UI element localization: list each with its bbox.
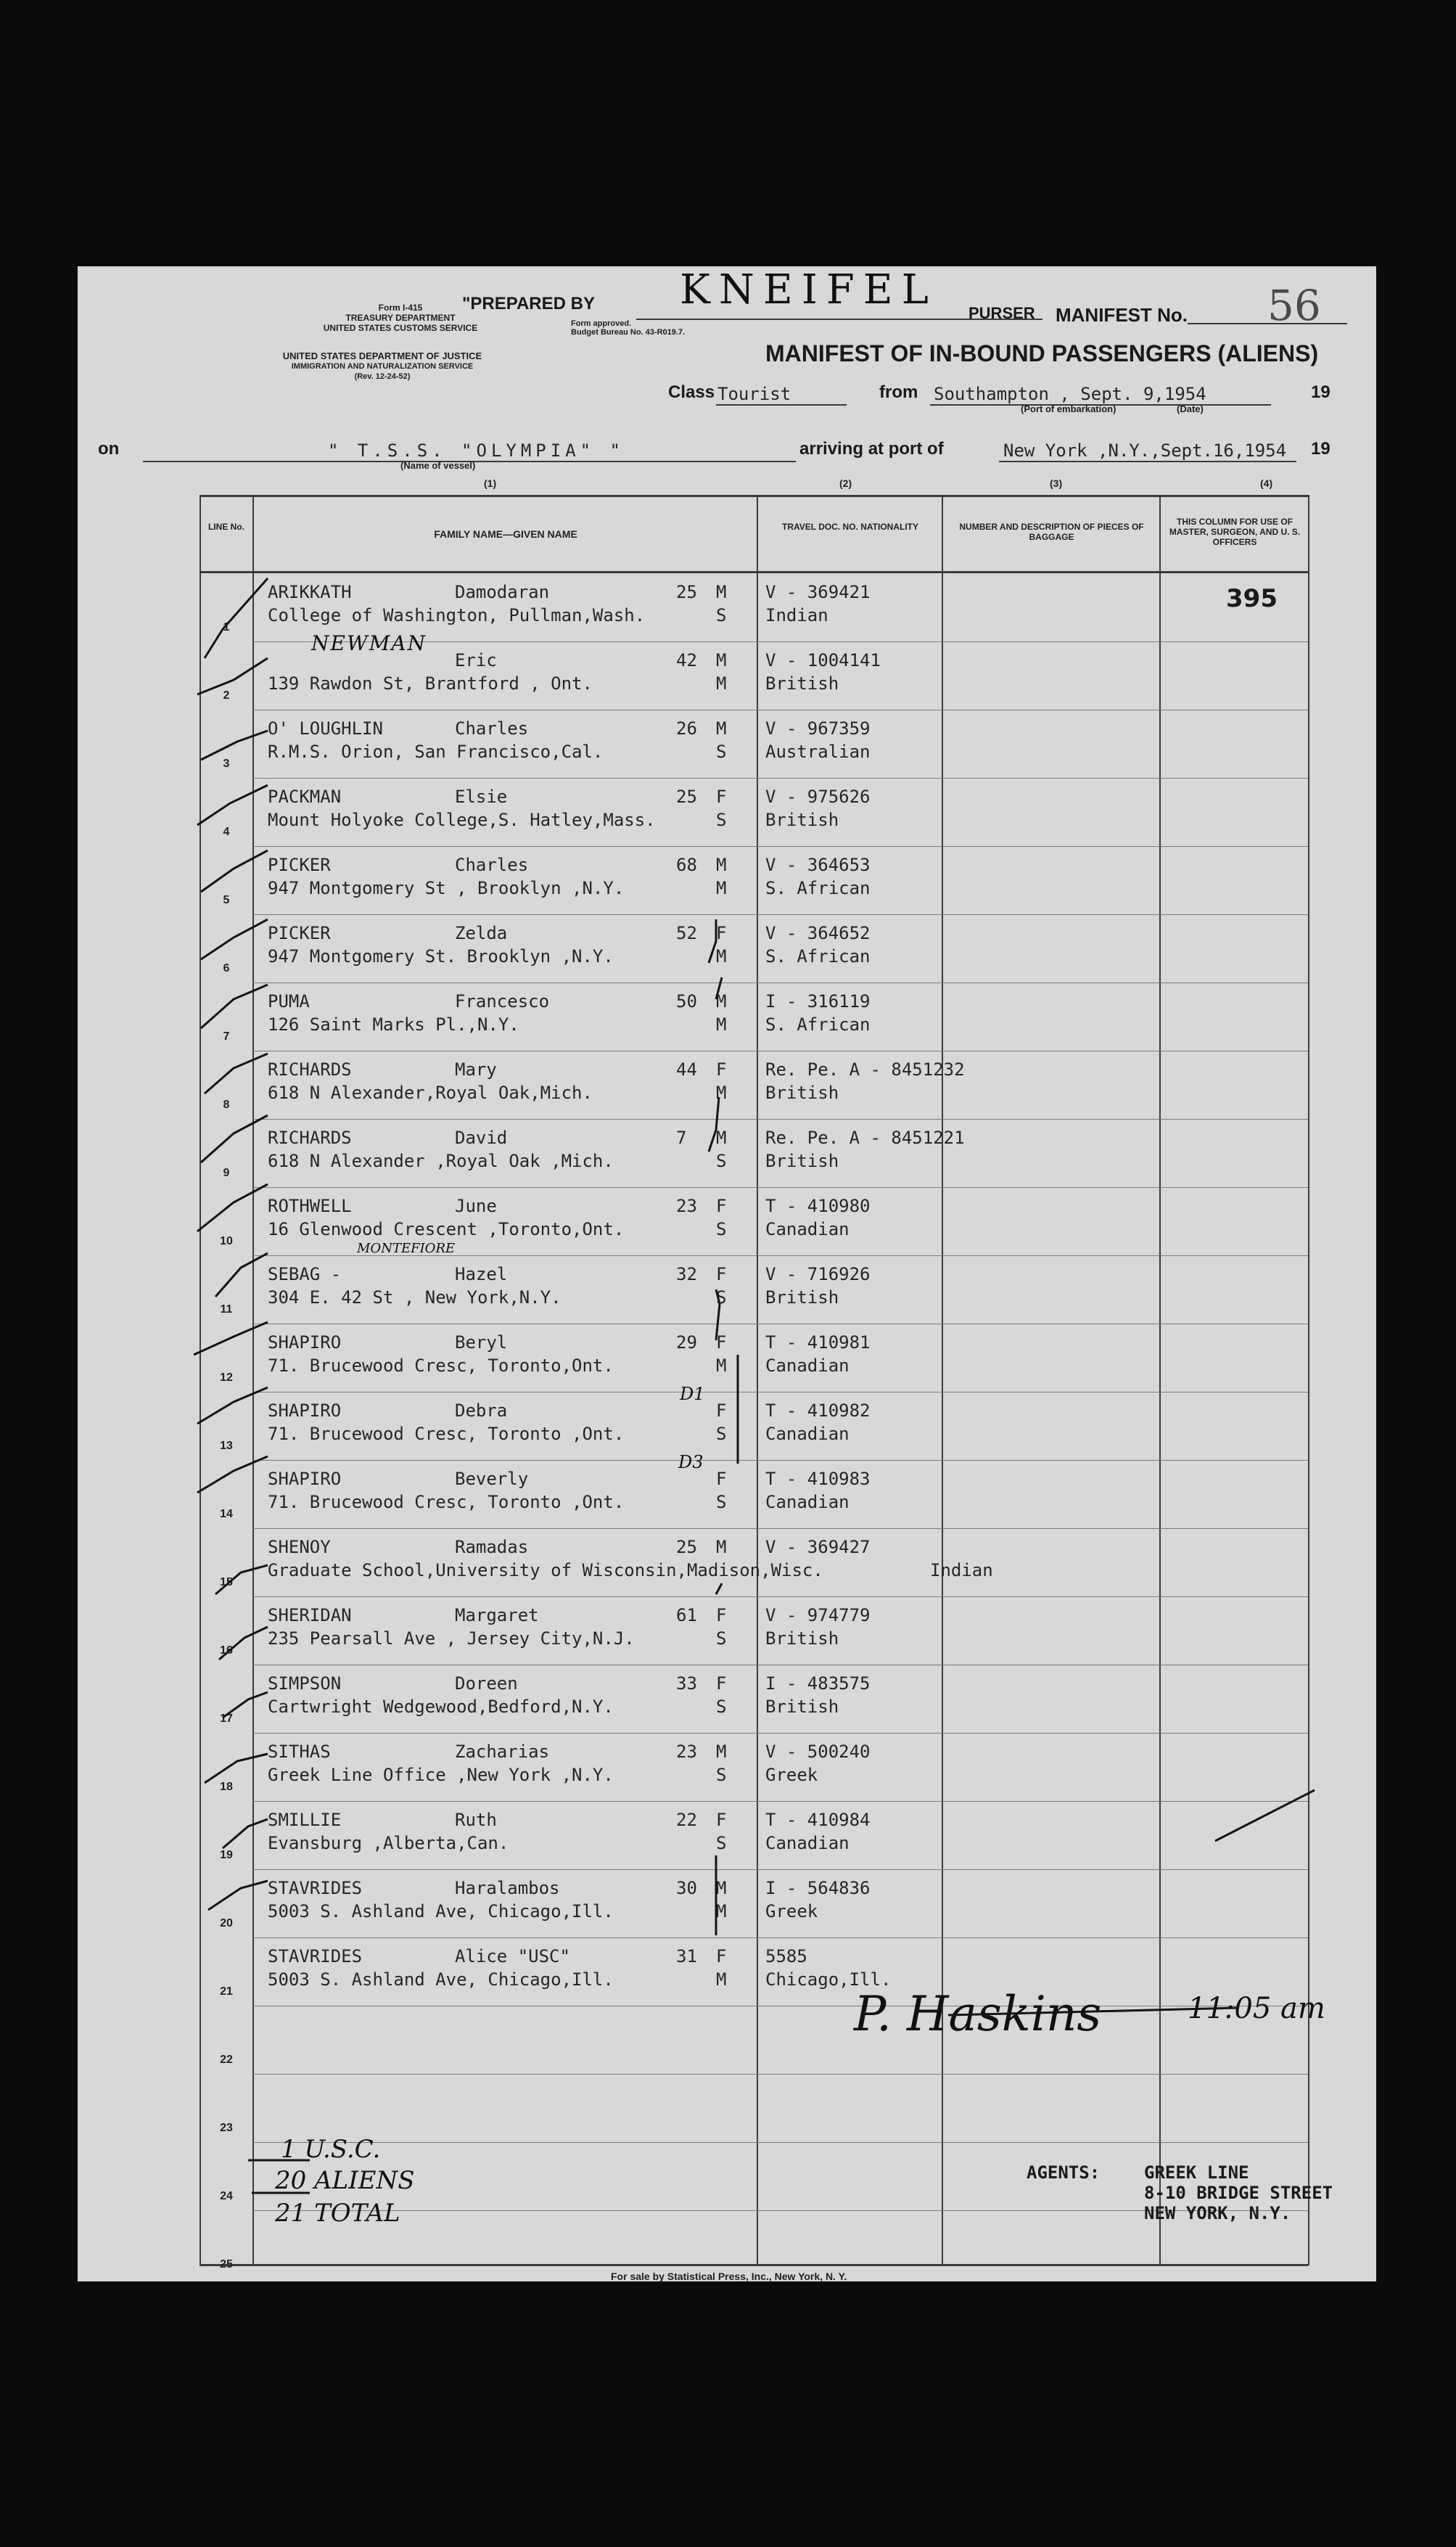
given-name: Alice "USC" [455, 1946, 570, 1966]
age: 29 [676, 1332, 697, 1353]
address: R.M.S. Orion, San Francisco,Cal. [268, 742, 604, 762]
line-number: 13 [220, 1440, 233, 1452]
family-name: SHAPIRO [268, 1332, 342, 1353]
address: 618 N Alexander,Royal Oak,Mich. [268, 1083, 593, 1103]
marital-status: S [716, 605, 727, 626]
given-name: Haralambos [455, 1878, 560, 1898]
travel-doc-number: V - 975626 [765, 787, 871, 807]
address: Cartwright Wedgewood,Bedford,N.Y. [268, 1697, 614, 1717]
age: 32 [676, 1264, 697, 1284]
officer-number: 395 [1226, 584, 1278, 613]
caption-2: (2) [839, 477, 852, 489]
given-name: Mary [455, 1059, 497, 1080]
line-number: 5 [223, 894, 230, 906]
travel-doc-number: V - 967359 [765, 718, 871, 739]
family-name: SHERIDAN [268, 1605, 352, 1625]
from-value: Southampton , Sept. 9,1954 [934, 384, 1206, 404]
age: 30 [676, 1878, 697, 1898]
given-name: Beryl [455, 1332, 508, 1353]
nationality: British [765, 1628, 839, 1649]
manifest-no-label: MANIFEST No. [1056, 304, 1188, 326]
treasury-label: TREASURY DEPARTMENT [345, 313, 456, 323]
sex: M [716, 991, 727, 1012]
sex: F [716, 1810, 727, 1830]
total-all: 21 TOTAL [275, 2199, 400, 2228]
annotation-d1: D1 [680, 1384, 705, 1404]
marital-status: S [716, 1287, 727, 1308]
given-name: Zacharias [455, 1742, 550, 1762]
travel-doc-number: V - 716926 [765, 1264, 871, 1284]
marital-status: S [716, 742, 727, 762]
from-label: from [879, 382, 918, 402]
line-number: 17 [220, 1713, 233, 1725]
customs-label: UNITED STATES CUSTOMS SERVICE [323, 323, 478, 333]
line-number: 23 [220, 2122, 233, 2134]
family-name: STAVRIDES [268, 1878, 363, 1898]
family-name: SHAPIRO [268, 1400, 342, 1421]
arriving-label: arriving at port of [799, 439, 944, 459]
given-name: June [455, 1196, 497, 1216]
nationality: British [765, 1287, 839, 1308]
line-number: 20 [220, 1917, 233, 1929]
class-value: Tourist [717, 384, 791, 404]
sex: M [716, 718, 727, 739]
class-label: Class [668, 382, 715, 402]
travel-doc-number: V - 364653 [765, 855, 871, 875]
line-number: 15 [220, 1576, 233, 1588]
line-number: 19 [220, 1849, 233, 1861]
budget-bureau: Budget Bureau No. 43-R019.7. [571, 328, 686, 337]
given-name: Doreen [455, 1673, 518, 1694]
caption-3: (3) [1050, 477, 1063, 489]
manifest-document [78, 266, 1376, 2281]
nationality: Indian [930, 1560, 993, 1580]
nationality: Canadian [765, 1424, 850, 1444]
marital-status: M [716, 878, 727, 898]
nationality: British [765, 1083, 839, 1103]
age: 23 [676, 1742, 697, 1762]
address: 947 Montgomery St. Brooklyn ,N.Y. [268, 946, 614, 967]
line-number: 3 [223, 758, 230, 770]
line-number: 4 [223, 826, 230, 838]
nationality: British [765, 673, 839, 694]
nationality: Greek [765, 1765, 818, 1785]
line-number: 6 [223, 962, 230, 975]
marital-status: S [716, 1424, 727, 1444]
travel-doc-number: Re. Pe. A - 8451221 [765, 1128, 965, 1148]
marital-status: S [716, 1765, 727, 1785]
travel-doc-number: 5585 [765, 1946, 807, 1966]
family-name: SIMPSON [268, 1673, 342, 1694]
line-number: 11 [220, 1303, 233, 1316]
sex: M [716, 855, 727, 875]
line-number: 14 [220, 1508, 233, 1520]
manifest-title: MANIFEST OF IN-BOUND PASSENGERS (ALIENS) [765, 340, 1319, 366]
given-name: David [455, 1128, 508, 1148]
sex: M [716, 1878, 727, 1898]
travel-doc-number: V - 1004141 [765, 650, 881, 670]
travel-doc-number: I - 564836 [765, 1878, 871, 1898]
marital-status: M [716, 1355, 727, 1376]
marital-status: S [716, 1492, 727, 1512]
port-embarkation-caption: (Port of embarkation) [1021, 403, 1116, 414]
marital-status: M [716, 946, 727, 967]
age: 7 [676, 1128, 687, 1148]
date-caption: (Date) [1177, 403, 1204, 414]
nationality: British [765, 810, 839, 830]
manifest-number: 56 [1267, 281, 1321, 330]
age: 22 [676, 1810, 697, 1830]
annotation-d3: D3 [678, 1452, 704, 1472]
address: 139 Rawdon St, Brantford , Ont. [268, 673, 593, 694]
travel-doc-number: T - 410983 [765, 1469, 871, 1489]
footer-note: For sale by Statistical Press, Inc., New York, N. Y. [611, 2271, 847, 2282]
marital-status: S [716, 1697, 727, 1717]
marital-status: M [716, 1014, 727, 1035]
line-number: 18 [220, 1781, 233, 1793]
family-name: PICKER [268, 923, 331, 943]
sex: M [716, 1128, 727, 1148]
given-name: Hazel [455, 1264, 508, 1284]
sex: F [716, 1469, 727, 1489]
nationality: Chicago,Ill. [765, 1969, 892, 1990]
line-number: 9 [223, 1167, 230, 1179]
given-name: Debra [455, 1400, 508, 1421]
address: 126 Saint Marks Pl.,N.Y. [268, 1014, 519, 1035]
check-mark [205, 578, 268, 658]
sex: F [716, 1400, 727, 1421]
agents-line2: 8-10 BRIDGE STREET [1144, 2183, 1333, 2203]
address: 235 Pearsall Ave , Jersey City,N.J. [268, 1628, 635, 1649]
travel-doc-number: V - 364652 [765, 923, 871, 943]
travel-doc-number: V - 974779 [765, 1605, 871, 1625]
ins-label: IMMIGRATION AND NATURALIZATION SERVICE [291, 362, 474, 371]
marital-status: M [716, 1969, 727, 1990]
nationality: Australian [765, 742, 871, 762]
given-name: Elsie [455, 787, 508, 807]
family-name: RICHARDS [268, 1128, 352, 1148]
marital-status: S [716, 1151, 727, 1171]
address: 71. Brucewood Cresc, Toronto ,Ont. [268, 1424, 625, 1444]
travel-doc-number: I - 316119 [765, 991, 871, 1012]
line-number: 2 [223, 689, 230, 702]
caption-4: (4) [1260, 477, 1273, 489]
age: 26 [676, 718, 697, 739]
family-name: O' LOUGHLIN [268, 718, 383, 739]
nationality: Canadian [765, 1355, 850, 1376]
sex: M [716, 1537, 727, 1557]
given-name: Francesco [455, 991, 550, 1012]
family-name: SITHAS [268, 1742, 331, 1762]
annotation-montefiore: MONTEFIORE [357, 1241, 456, 1256]
age: 33 [676, 1673, 697, 1694]
address: Evansburg ,Alberta,Can. [268, 1833, 509, 1853]
caption-1: (1) [484, 477, 497, 489]
line-number: 7 [223, 1030, 230, 1043]
address: 71. Brucewood Cresc, Toronto,Ont. [268, 1355, 614, 1376]
address: 16 Glenwood Crescent ,Toronto,Ont. [268, 1219, 625, 1239]
travel-doc-number: T - 410980 [765, 1196, 871, 1216]
line-number: 21 [220, 1985, 233, 1998]
inspection-time: 11:05 am [1188, 1992, 1325, 2025]
address: 947 Montgomery St , Brooklyn ,N.Y. [268, 878, 625, 898]
age: 52 [676, 923, 697, 943]
nationality: Indian [765, 605, 828, 626]
marital-status: S [716, 810, 727, 830]
sex: F [716, 1264, 727, 1284]
nationality: British [765, 1697, 839, 1717]
marital-status: M [716, 1901, 727, 1921]
nationality: Canadian [765, 1219, 850, 1239]
family-name: ROTHWELL [268, 1196, 352, 1216]
family-name: PICKER [268, 855, 331, 875]
given-name: Zelda [455, 923, 508, 943]
family-name: PACKMAN [268, 787, 342, 807]
sex: F [716, 787, 727, 807]
line-number: 12 [220, 1371, 233, 1384]
check-mark [197, 658, 268, 694]
purser-label: PURSER [968, 304, 1035, 322]
age: 31 [676, 1946, 697, 1966]
given-name: Eric [455, 650, 497, 670]
annotation-marks [78, 266, 1376, 2281]
age: 42 [676, 650, 697, 670]
address: 71. Brucewood Cresc, Toronto ,Ont. [268, 1492, 625, 1512]
marital-status: S [716, 1833, 727, 1853]
given-name: Margaret [455, 1605, 539, 1625]
given-name: Ruth [455, 1810, 497, 1830]
family-name: SHAPIRO [268, 1469, 342, 1489]
age: 23 [676, 1196, 697, 1216]
nationality: S. African [765, 878, 871, 898]
given-name: Charles [455, 718, 529, 739]
sex: F [716, 1332, 727, 1353]
line-number: 16 [220, 1644, 233, 1657]
prepared-by-label: "PREPARED BY [462, 294, 595, 313]
sex: F [716, 1673, 727, 1694]
age: 25 [676, 787, 697, 807]
line-number: 24 [220, 2190, 233, 2202]
col-officers: THIS COLUMN FOR USE OF MASTER, SURGEON, AND U. S. OFFICERS [1169, 517, 1301, 547]
marital-status: M [716, 673, 727, 694]
address: Mount Holyoke College,S. Hatley,Mass. [268, 810, 656, 830]
nationality: Greek [765, 1901, 818, 1921]
travel-doc-number: T - 410982 [765, 1400, 871, 1421]
nationality: S. African [765, 946, 871, 967]
marital-status: S [716, 1219, 727, 1239]
address: Graduate School,University of Wisconsin,Madison,Wisc. [268, 1560, 823, 1580]
col-baggage: NUMBER AND DESCRIPTION OF PIECES OF BAGGAGE [959, 522, 1144, 542]
age: 61 [676, 1605, 697, 1625]
purser-signature: KNEIFEL [680, 266, 937, 313]
address: 304 E. 42 St , New York,N.Y. [268, 1287, 562, 1308]
line-number: 22 [220, 2054, 233, 2066]
year-19: 19 [1311, 382, 1330, 402]
line-number: 25 [220, 2258, 233, 2271]
address: 618 N Alexander ,Royal Oak ,Mich. [268, 1151, 614, 1171]
travel-doc-number: T - 410984 [765, 1810, 871, 1830]
address: 5003 S. Ashland Ave, Chicago,Ill. [268, 1901, 614, 1921]
line-number: 1 [223, 621, 230, 633]
col-travel-doc: TRAVEL DOC. NO. NATIONALITY [782, 522, 918, 532]
given-name: Damodaran [455, 582, 550, 602]
vessel-name: " T.S.S. "OLYMPIA" " [328, 440, 625, 461]
given-name: Charles [455, 855, 529, 875]
form-number: Form I-415 [378, 303, 423, 313]
total-usc: 1 U.S.C. [281, 2135, 381, 2164]
given-name: Ramadas [455, 1537, 529, 1557]
col-name: FAMILY NAME—GIVEN NAME [434, 528, 577, 540]
marital-status: S [716, 1628, 727, 1649]
col-line-no: LINE No. [208, 522, 244, 532]
rev-label: (Rev. 12-24-52) [354, 372, 411, 381]
form-approved: Form approved. [571, 319, 632, 328]
line-number: 10 [220, 1235, 233, 1247]
travel-doc-number: V - 500240 [765, 1742, 871, 1762]
sex: F [716, 923, 727, 943]
family-name: SEBAG - [268, 1264, 342, 1284]
sex: F [716, 1605, 727, 1625]
family-name: SMILLIE [268, 1810, 342, 1830]
marital-status: M [716, 1083, 727, 1103]
family-name: ARIKKATH [268, 582, 352, 602]
travel-doc-number: I - 483575 [765, 1673, 871, 1694]
given-name: Beverly [455, 1469, 529, 1489]
age: 68 [676, 855, 697, 875]
travel-doc-number: V - 369421 [765, 582, 871, 602]
sex: M [716, 582, 727, 602]
on-label: on [98, 439, 120, 459]
justice-label: UNITED STATES DEPARTMENT OF JUSTICE [282, 350, 482, 361]
nationality: Canadian [765, 1833, 850, 1853]
agents-label: AGENTS: [1027, 2162, 1101, 2183]
address: Greek Line Office ,New York ,N.Y. [268, 1765, 614, 1785]
sex: F [716, 1196, 727, 1216]
age: 50 [676, 991, 697, 1012]
family-name: RICHARDS [268, 1059, 352, 1080]
age: 25 [676, 582, 697, 602]
total-aliens: 20 ALIENS [275, 2166, 415, 2195]
year-19-2: 19 [1311, 439, 1330, 459]
nationality: Canadian [765, 1492, 850, 1512]
sex: F [716, 1059, 727, 1080]
arriving-value: New York ,N.Y.,Sept.16,1954 [1003, 440, 1287, 461]
inspector-signature: P. Haskins [854, 1986, 1102, 2042]
vessel-caption: (Name of vessel) [400, 460, 476, 471]
nationality: British [765, 1151, 839, 1171]
family-name: STAVRIDES [268, 1946, 363, 1966]
agents-line1: GREEK LINE [1144, 2162, 1249, 2183]
sex: M [716, 650, 727, 670]
travel-doc-number: V - 369427 [765, 1537, 871, 1557]
sex: M [716, 1742, 727, 1762]
family-name: PUMA [268, 991, 310, 1012]
age: 44 [676, 1059, 697, 1080]
family-name: SHENOY [268, 1537, 331, 1557]
travel-doc-number: T - 410981 [765, 1332, 871, 1353]
nationality: S. African [765, 1014, 871, 1035]
line-number: 8 [223, 1099, 230, 1111]
address: College of Washington, Pullman,Wash. [268, 605, 646, 626]
annotation-newman: NEWMAN [311, 631, 427, 655]
address: 5003 S. Ashland Ave, Chicago,Ill. [268, 1969, 614, 1990]
sex: F [716, 1946, 727, 1966]
age: 25 [676, 1537, 697, 1557]
agents-line3: NEW YORK, N.Y. [1144, 2203, 1291, 2223]
travel-doc-number: Re. Pe. A - 8451232 [765, 1059, 965, 1080]
